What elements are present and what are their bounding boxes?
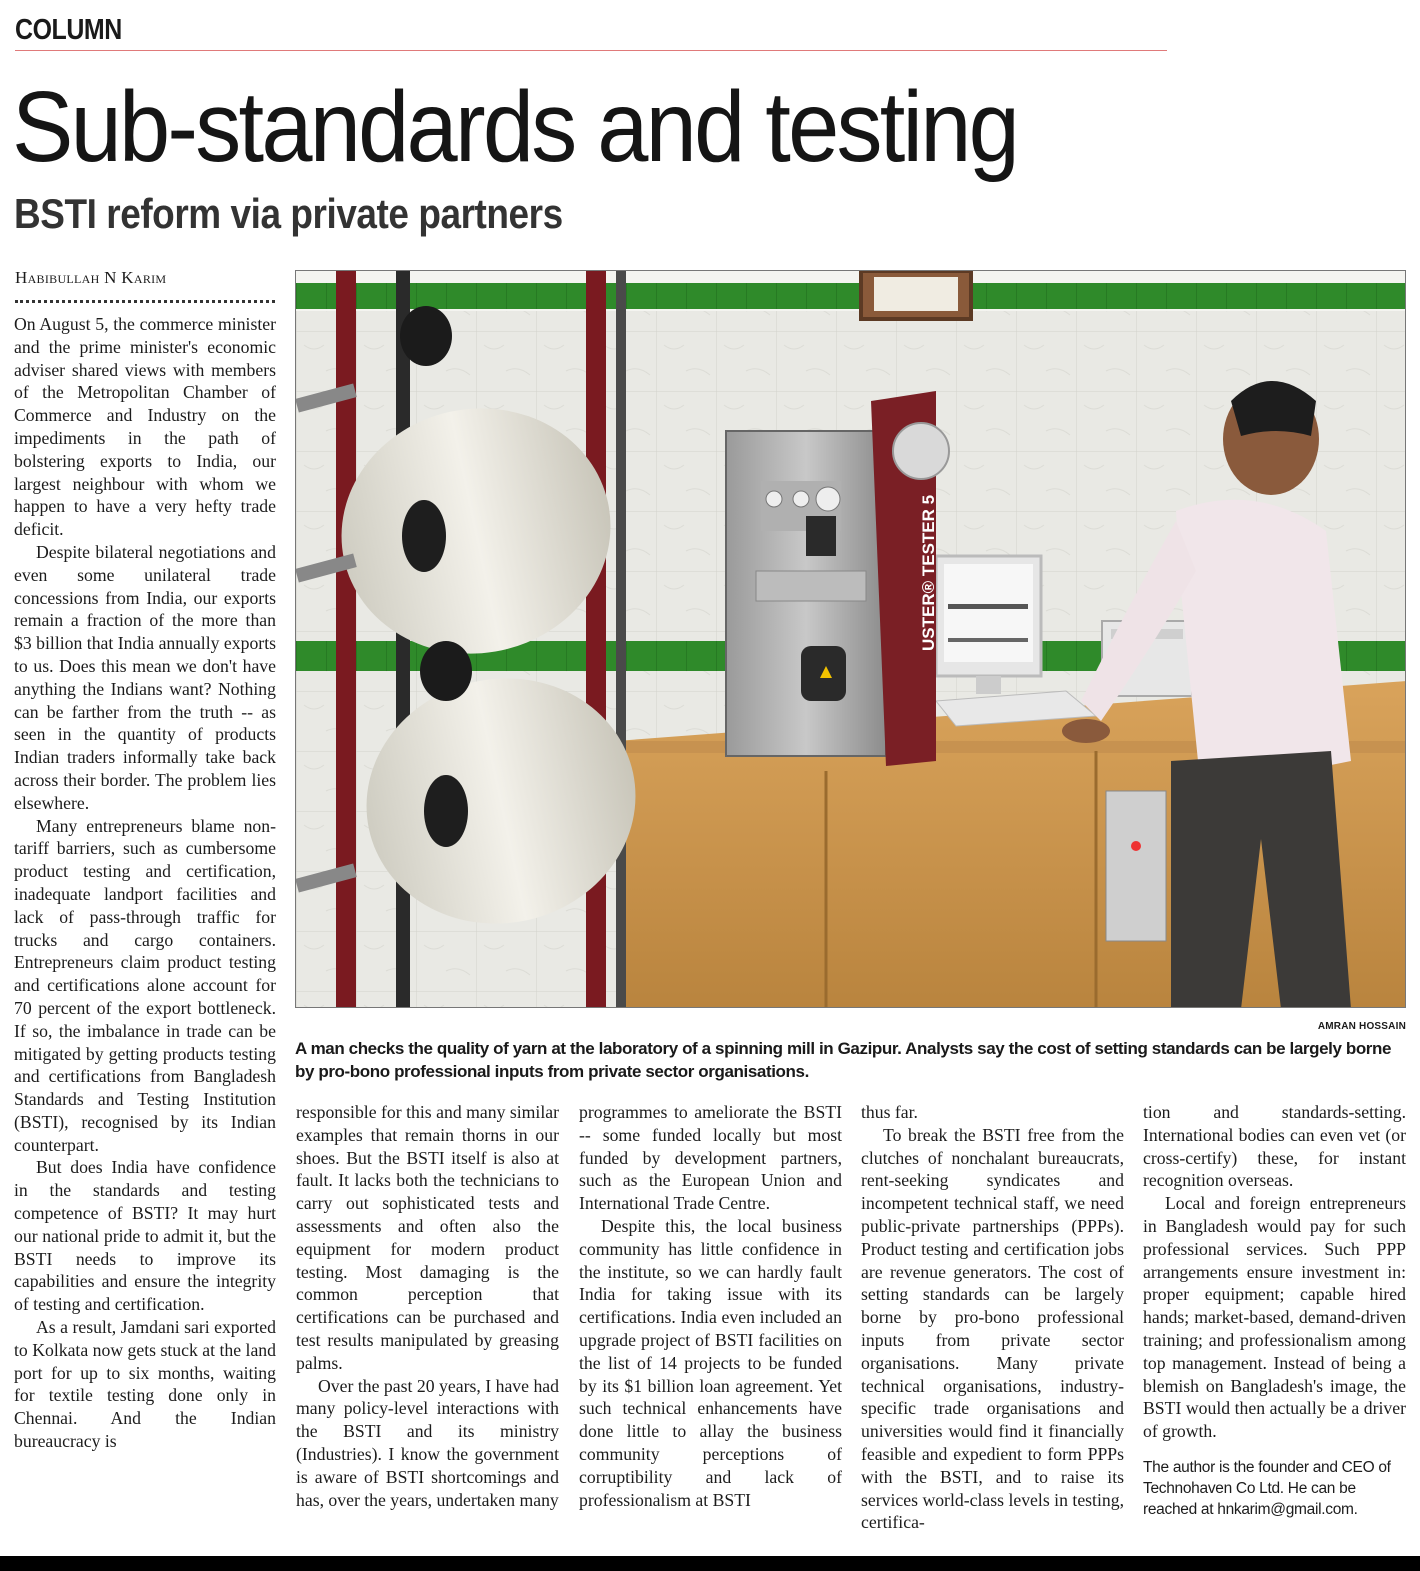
paragraph: thus far. [861,1102,918,1122]
article-column-4 [861,1101,1124,1558]
byline: Habibullah N Karim [15,268,167,287]
paragraph: tion and standards-setting. International bodies can even vet (or cross-certify) these, for instant recognition overseas. [1143,1102,1406,1191]
paragraph: Despite bilateral negotiations and even some unilateral trade concessions from India, our exports remain a fraction of the more than $3 billion that India annually exports to us. Does this mean we don't have anything the Indians want? Nothing can be farther from the truth -- as seen in the quantity of products Indian traders informally take back across their border. The problem lies elsewhere. [14,541,276,813]
paragraph: Local and foreign entrepreneurs in Bangladesh would pay for such professional services. Such PPP arrangements ensure investment in: proper equipment; capable hired hands; market-based, demand-driven training; and professionalism among top management. Instead of being a blemish on Bangladesh's image, the BSTI would then actually be a driver of growth. [1143,1193,1406,1442]
byline-dotted-rule [15,300,275,303]
machine-label: USTER® TESTER 5 [919,494,938,651]
paragraph: Many entrepreneurs blame non-tariff barriers, such as cumbersome product testing and certification, inadequate landport facilities and lack of pass-through traffic for trucks and cargo containers. Entrepreneurs claim product testing and certifications alone account for 70 percent of the export bottleneck. If so, the imbalance in trade can be mitigated by getting products testing and certifications from Bangladesh Standards and Testing Institution (BSTI), recognised by its Indian counterpart. [14,815,276,1155]
subheadline: BSTI reform via private partners [14,190,563,237]
paragraph: To break the BSTI free from the clutches of nonchalant bureaucrats, rent-seeking syndicates and incompetent technical staff, we need public-private partnerships (PPPs). Product testing and certification jobs are revenue generators. The cost of setting standards can be largely borne by pro-bono professional inputs from private sector organisations. Many private technical organisations, industry-specific trade organisations and universities would find it financially feasible and expedient to form PPPs with the BSTI, and to raise its services world-class levels in testing, certifica- [861,1124,1124,1533]
photo-credit: AMRAN HOSSAIN [1317,1021,1406,1032]
paragraph: But does India have confidence in the standards and testing competence of BSTI? It may hurt our national pride to admit it, but the BSTI needs to improve its capabilities and ensure the integrity of testing and certification. [14,1157,276,1315]
article-column-2 [296,1101,559,1558]
article-column-5 [1143,1101,1406,1558]
section-label: COLUMN [15,14,122,46]
page-bottom-bar [0,1556,1420,1571]
article-column-1 [14,313,276,1558]
photo-caption: A man checks the quality of yarn at the laboratory of a spinning mill in Gazipur. Analysts say the cost of setting standards can be largely borne by pro-bono professional inputs from private sector organisations. [295,1039,1392,1081]
article-photo [295,270,1406,1008]
paragraph: responsible for this and many similar examples that remain thorns in our shoes. But the BSTI itself is also at fault. It lacks both the technicians to carry out sophisticated tests and assessments and often also the equipment for modern product testing. Most damaging is the common perception that certifications can be purchased and test results manipulated by greasing palms. [296,1102,559,1373]
paragraph: Over the past 20 years, I have had many policy-level interactions with the BSTI and its ministry (Industries). I know the government is aware of BSTI shortcomings and has, over the years, undertaken many [296,1375,559,1510]
headline: Sub-standards and testing [12,71,1018,183]
author-bio: The author is the founder and CEO of Technohaven Co Ltd. He can be reached at hnkarim@gmail.com. [1143,1458,1391,1518]
paragraph: On August 5, the commerce minister and the prime minister's economic adviser shared views with members of the Metropolitan Chamber of Commerce and Industry on the impediments in the path of bolstering exports to India, our largest neighbour with whom we happen to have a very hefty trade deficit. [14,314,276,540]
paragraph: Despite this, the local business community has little confidence in the institute, so we can hardly fault India for taking issue with its certifications. India even included an upgrade project of BSTI facilities on the list of 14 projects to be funded by its $1 billion loan agreement. Yet such technical enhancements have done little to allay the business community perceptions of corruptibility and lack of professionalism at BSTI [579,1215,842,1510]
section-rule [15,50,1167,51]
paragraph: programmes to ameliorate the BSTI -- some funded locally but most funded by development partners, such as the European Union and International Trade Centre. [579,1102,842,1214]
paragraph: As a result, Jamdani sari exported to Kolkata now gets stuck at the land port for up to six months, waiting for textile testing done only in Chennai. And the Indian bureaucracy is [14,1317,276,1452]
article-column-3 [579,1101,842,1558]
